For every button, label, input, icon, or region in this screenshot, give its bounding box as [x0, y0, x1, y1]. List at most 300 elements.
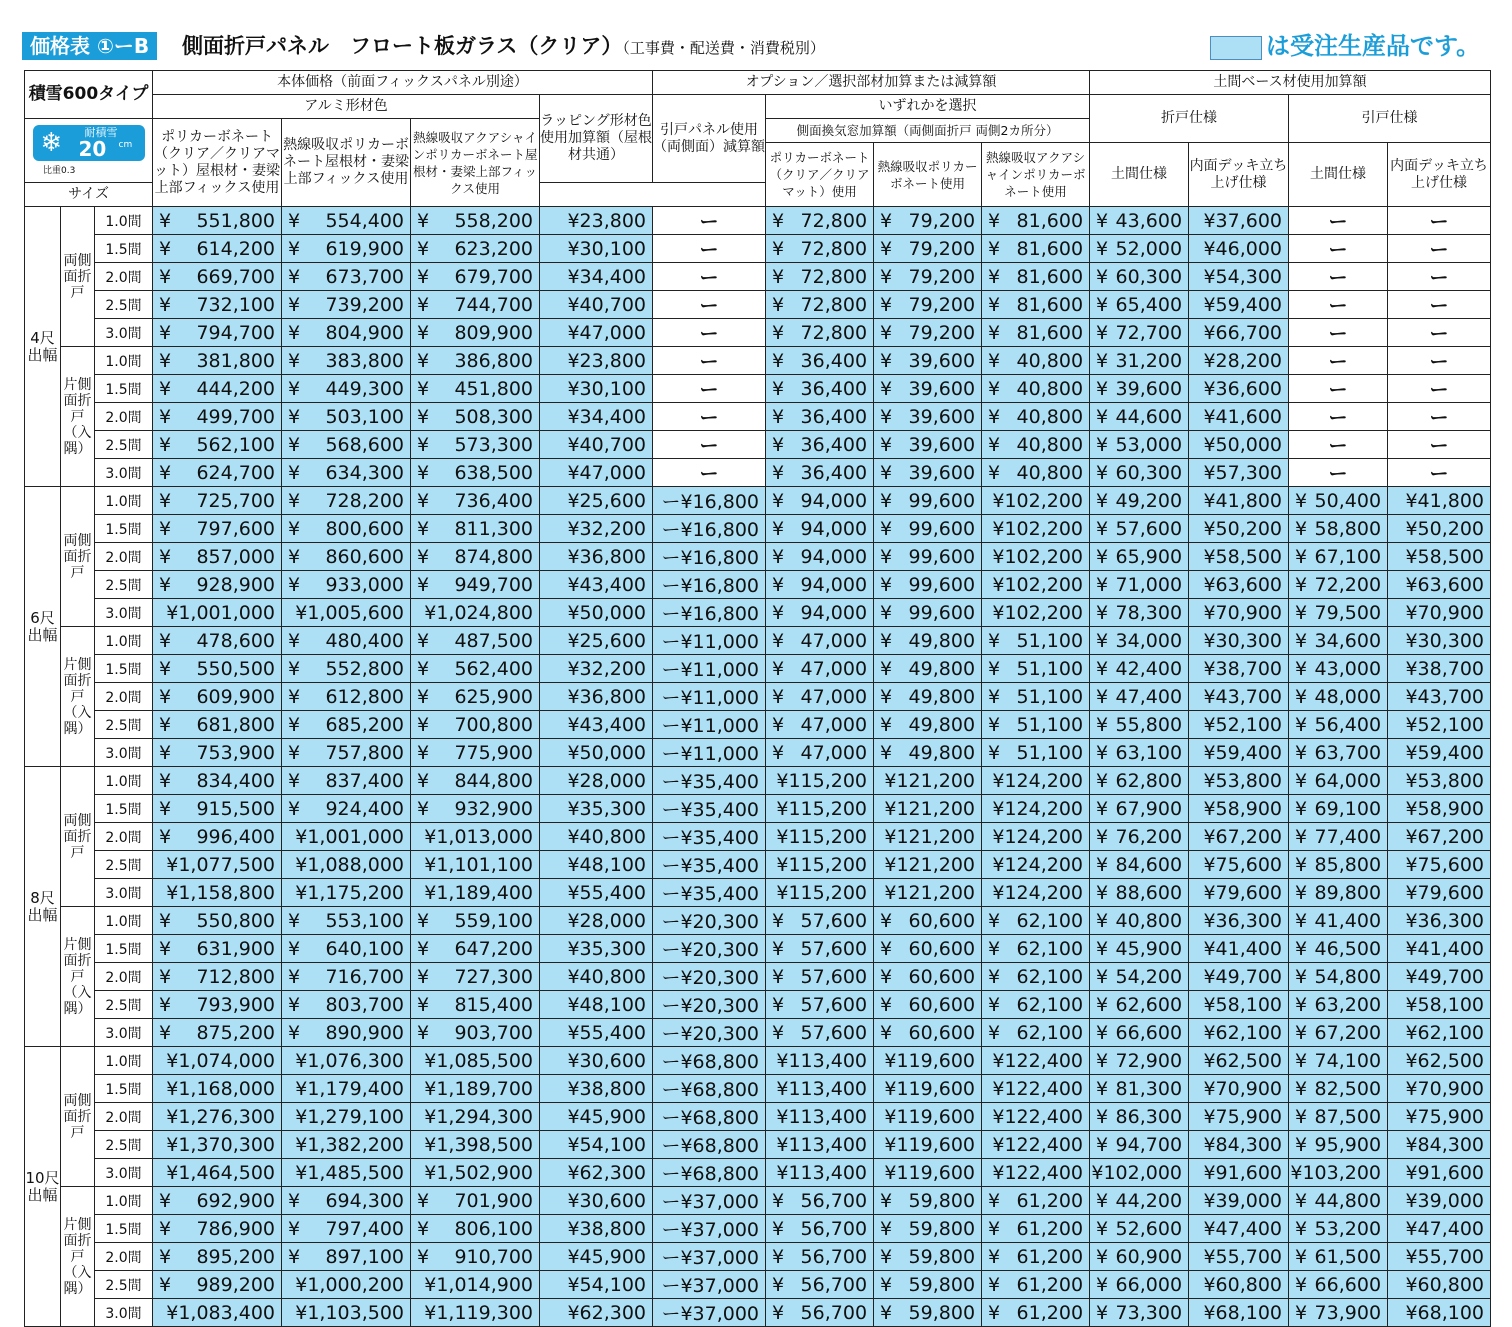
table-row	[25, 767, 1491, 795]
price-cell: ¥36,800	[540, 683, 653, 711]
price-value: 60,600	[908, 909, 976, 932]
price-cell	[282, 375, 411, 403]
table-row	[25, 823, 1491, 851]
table-row	[25, 1131, 1491, 1159]
price-cell	[282, 319, 411, 347]
price-value: 51,100	[1016, 741, 1084, 764]
yen-sign: ¥	[288, 797, 301, 820]
side-type-label: 両側面折戸	[61, 487, 95, 627]
price-cell: ¥113,400	[766, 1131, 874, 1159]
snow-load-badge	[33, 125, 145, 161]
yen-sign: ¥	[988, 657, 1001, 680]
price-cell: ¥102,200	[982, 515, 1090, 543]
header-vent-window: 側面換気窓加算額（両側面折戸 両側2カ所分）	[766, 119, 1090, 143]
price-cell: ¥84,300	[1189, 1131, 1289, 1159]
yen-sign: ¥	[288, 405, 301, 428]
yen-sign: ¥	[1096, 237, 1109, 260]
yen-sign: ¥	[1295, 1105, 1308, 1128]
price-value: 552,800	[325, 657, 405, 680]
price-cell: ー¥16,800	[653, 571, 766, 599]
price-cell	[411, 1187, 540, 1215]
price-cell: ¥124,200	[982, 795, 1090, 823]
price-cell: ー¥37,000	[653, 1271, 766, 1299]
price-value: 40,800	[1016, 433, 1084, 456]
yen-sign: ¥	[880, 657, 893, 680]
price-cell	[874, 683, 982, 711]
size-cell: 3.0間	[95, 1159, 153, 1187]
price-value: 732,100	[196, 293, 276, 316]
price-value: 49,200	[1115, 489, 1183, 512]
price-cell: ¥40,800	[540, 823, 653, 851]
price-cell	[1090, 263, 1189, 291]
price-cell: ¥1,103,500	[282, 1299, 411, 1327]
yen-sign: ¥	[880, 1217, 893, 1240]
yen-sign: ¥	[1096, 209, 1109, 232]
price-cell	[153, 543, 282, 571]
yen-sign: ¥	[417, 209, 430, 232]
price-value: 631,900	[196, 937, 276, 960]
price-value: 386,800	[454, 349, 534, 372]
price-cell: ¥52,100	[1189, 711, 1289, 739]
price-cell	[282, 627, 411, 655]
yen-sign: ¥	[988, 993, 1001, 1016]
price-value: 57,600	[800, 937, 868, 960]
yen-sign: ¥	[880, 545, 893, 568]
price-cell	[766, 599, 874, 627]
price-cell: ¥53,800	[1189, 767, 1289, 795]
price-value: 786,900	[196, 1217, 276, 1240]
header-earth-group: 土間ベース材使用加算額	[1090, 71, 1491, 95]
table-row	[25, 907, 1491, 935]
price-value: 804,900	[325, 321, 405, 344]
yen-sign: ¥	[288, 685, 301, 708]
price-value: 89,800	[1314, 881, 1382, 904]
yen-sign: ¥	[417, 1217, 430, 1240]
yen-sign: ¥	[159, 461, 172, 484]
price-value: 60,600	[908, 993, 976, 1016]
price-cell: ー	[1289, 375, 1388, 403]
price-cell: ¥54,100	[540, 1271, 653, 1299]
yen-sign: ¥	[1096, 1105, 1109, 1128]
price-cell: ー	[653, 431, 766, 459]
yen-sign: ¥	[772, 1245, 785, 1268]
price-cell: ¥25,600	[540, 627, 653, 655]
price-value: 52,600	[1115, 1217, 1183, 1240]
price-cell: ¥122,400	[982, 1047, 1090, 1075]
price-cell	[411, 711, 540, 739]
size-cell: 1.0間	[95, 627, 153, 655]
price-cell: ¥36,300	[1388, 907, 1491, 935]
price-value: 85,800	[1314, 853, 1382, 876]
size-cell: 1.0間	[95, 767, 153, 795]
price-cell: ¥1,001,000	[282, 823, 411, 851]
price-cell: ¥1,485,500	[282, 1159, 411, 1187]
price-value: 66,600	[1314, 1273, 1382, 1296]
price-value: 612,800	[325, 685, 405, 708]
price-value: 55,800	[1115, 713, 1183, 736]
table-row	[25, 683, 1491, 711]
yen-sign: ¥	[1295, 825, 1308, 848]
price-cell	[1289, 851, 1388, 879]
price-value: 39,600	[908, 377, 976, 400]
price-value: 73,900	[1314, 1301, 1382, 1324]
side-type-label: 両側面折戸	[61, 207, 95, 347]
price-value: 669,700	[196, 265, 276, 288]
price-value: 875,200	[196, 1021, 276, 1044]
price-value: 60,600	[908, 965, 976, 988]
price-value: 81,600	[1016, 321, 1084, 344]
yen-sign: ¥	[159, 797, 172, 820]
price-value: 59,800	[908, 1273, 976, 1296]
price-value: 94,000	[800, 573, 868, 596]
yen-sign: ¥	[1295, 1245, 1308, 1268]
price-cell	[1289, 1299, 1388, 1327]
price-cell	[766, 1019, 874, 1047]
header-hikido-doma: 土間仕様	[1289, 143, 1388, 207]
table-row	[25, 543, 1491, 571]
price-value: 624,700	[196, 461, 276, 484]
price-cell: ¥55,700	[1189, 1243, 1289, 1271]
yen-sign: ¥	[159, 405, 172, 428]
price-cell: ¥68,100	[1189, 1299, 1289, 1327]
yen-sign: ¥	[159, 685, 172, 708]
price-value: 40,800	[1115, 909, 1183, 932]
price-value: 895,200	[196, 1245, 276, 1268]
price-cell	[982, 991, 1090, 1019]
price-cell	[982, 235, 1090, 263]
table-row	[25, 459, 1491, 487]
price-cell	[1289, 907, 1388, 935]
table-row	[25, 1159, 1491, 1187]
price-cell	[1090, 907, 1189, 935]
price-cell: ¥91,600	[1388, 1159, 1491, 1187]
price-value: 647,200	[454, 937, 534, 960]
price-value: 44,600	[1115, 405, 1183, 428]
yen-sign: ¥	[288, 461, 301, 484]
price-cell	[982, 683, 1090, 711]
yen-sign: ¥	[1096, 601, 1109, 624]
price-value: 63,700	[1314, 741, 1382, 764]
price-cell	[282, 543, 411, 571]
yen-sign: ¥	[159, 769, 172, 792]
price-cell: ー	[1289, 319, 1388, 347]
yen-sign: ¥	[988, 909, 1001, 932]
table-row	[25, 1075, 1491, 1103]
price-table-tag: 価格表 ①ーB	[22, 32, 157, 60]
header-pc-clear: ポリカーボネート（クリア／クリアマット）屋根材・妻梁上部フィックス使用	[153, 119, 282, 207]
price-value: 694,300	[325, 1189, 405, 1212]
yen-sign: ¥	[1295, 685, 1308, 708]
price-cell: ¥121,200	[874, 767, 982, 795]
yen-sign: ¥	[1295, 1189, 1308, 1212]
price-cell	[766, 711, 874, 739]
yen-sign: ¥	[159, 489, 172, 512]
price-cell: ¥75,600	[1189, 851, 1289, 879]
yen-sign: ¥	[880, 209, 893, 232]
price-value: 681,800	[196, 713, 276, 736]
yen-sign: ¥	[772, 209, 785, 232]
price-cell: ¥122,400	[982, 1075, 1090, 1103]
price-cell: ー	[653, 459, 766, 487]
yen-sign: ¥	[159, 545, 172, 568]
yen-sign: ¥	[1295, 1133, 1308, 1156]
yen-sign: ¥	[1096, 489, 1109, 512]
yen-sign: ¥	[772, 433, 785, 456]
price-cell	[766, 655, 874, 683]
price-cell	[982, 655, 1090, 683]
price-cell	[282, 767, 411, 795]
price-value: 36,400	[800, 461, 868, 484]
price-value: 727,300	[454, 965, 534, 988]
yen-sign: ¥	[988, 1273, 1001, 1296]
price-cell	[282, 991, 411, 1019]
yen-sign: ¥	[417, 741, 430, 764]
price-value: 56,700	[800, 1301, 868, 1324]
price-cell: ー¥11,000	[653, 683, 766, 711]
yen-sign: ¥	[988, 405, 1001, 428]
price-cell: ー	[1388, 459, 1491, 487]
table-row	[25, 935, 1491, 963]
size-cell: 3.0間	[95, 739, 153, 767]
price-cell	[874, 543, 982, 571]
price-cell	[1289, 683, 1388, 711]
yen-sign: ¥	[417, 349, 430, 372]
price-value: 40,800	[1016, 405, 1084, 428]
yen-sign: ¥	[772, 545, 785, 568]
yen-sign: ¥	[1096, 741, 1109, 764]
price-cell	[1289, 1187, 1388, 1215]
size-cell: 1.5間	[95, 795, 153, 823]
price-value: 58,800	[1314, 517, 1382, 540]
price-cell	[766, 543, 874, 571]
price-cell	[411, 235, 540, 263]
price-cell	[153, 963, 282, 991]
price-cell: ¥47,400	[1189, 1215, 1289, 1243]
yen-sign: ¥	[417, 1245, 430, 1268]
price-value: 794,700	[196, 321, 276, 344]
price-cell	[1090, 711, 1189, 739]
price-cell: ¥1,074,000	[153, 1047, 282, 1075]
price-value: 553,100	[325, 909, 405, 932]
price-value: 915,500	[196, 797, 276, 820]
price-cell	[1090, 599, 1189, 627]
price-value: 857,000	[196, 545, 276, 568]
price-cell: ¥79,600	[1388, 879, 1491, 907]
yen-sign: ¥	[1096, 853, 1109, 876]
yen-sign: ¥	[288, 489, 301, 512]
yen-sign: ¥	[772, 405, 785, 428]
yen-sign: ¥	[988, 1189, 1001, 1212]
price-cell: ー¥16,800	[653, 487, 766, 515]
yen-sign: ¥	[988, 685, 1001, 708]
yen-sign: ¥	[288, 993, 301, 1016]
yen-sign: ¥	[1295, 1077, 1308, 1100]
price-value: 72,800	[800, 293, 868, 316]
price-value: 56,700	[800, 1245, 868, 1268]
price-value: 568,600	[325, 433, 405, 456]
yen-sign: ¥	[417, 937, 430, 960]
price-cell	[982, 403, 1090, 431]
yen-sign: ¥	[988, 237, 1001, 260]
price-value: 56,400	[1314, 713, 1382, 736]
title-bar	[22, 30, 1492, 64]
yen-sign: ¥	[417, 405, 430, 428]
yen-sign: ¥	[1096, 349, 1109, 372]
header-option-group: オプション／選択部材加算または減算額	[653, 71, 1090, 95]
price-cell: ¥62,100	[1189, 1019, 1289, 1047]
yen-sign: ¥	[1096, 321, 1109, 344]
price-value: 640,100	[325, 937, 405, 960]
table-row	[25, 1187, 1491, 1215]
price-value: 81,300	[1115, 1077, 1183, 1100]
price-value: 59,800	[908, 1245, 976, 1268]
price-cell	[982, 1187, 1090, 1215]
yen-sign: ¥	[988, 293, 1001, 316]
header-orido-deck: 内面デッキ立ち上げ仕様	[1189, 143, 1289, 207]
price-cell	[874, 375, 982, 403]
price-value: 63,100	[1115, 741, 1183, 764]
price-value: 503,100	[325, 405, 405, 428]
price-cell	[1289, 935, 1388, 963]
price-cell	[411, 403, 540, 431]
price-cell	[411, 459, 540, 487]
price-cell	[1090, 403, 1189, 431]
price-cell	[874, 627, 982, 655]
yen-sign: ¥	[1096, 1245, 1109, 1268]
yen-sign: ¥	[159, 909, 172, 932]
yen-sign: ¥	[772, 629, 785, 652]
yen-sign: ¥	[1295, 629, 1308, 652]
price-cell: ¥1,279,100	[282, 1103, 411, 1131]
price-value: 797,600	[196, 517, 276, 540]
price-cell	[1090, 571, 1189, 599]
price-value: 562,400	[454, 657, 534, 680]
table-row	[25, 879, 1491, 907]
price-cell: ¥67,200	[1189, 823, 1289, 851]
price-value: 79,500	[1314, 601, 1382, 624]
price-value: 94,000	[800, 489, 868, 512]
price-cell	[282, 235, 411, 263]
price-cell: ¥70,900	[1388, 599, 1491, 627]
title-subtitle: （工事費・配送費・消費税別）	[622, 39, 825, 57]
yen-sign: ¥	[1295, 797, 1308, 820]
price-value: 903,700	[454, 1021, 534, 1044]
price-value: 623,200	[454, 237, 534, 260]
price-cell: ¥59,400	[1388, 739, 1491, 767]
price-cell	[766, 207, 874, 235]
price-value: 71,000	[1115, 573, 1183, 596]
price-cell: ¥1,189,400	[411, 879, 540, 907]
yen-sign: ¥	[1096, 1217, 1109, 1240]
yen-sign: ¥	[880, 685, 893, 708]
yen-sign: ¥	[1295, 853, 1308, 876]
price-value: 81,600	[1016, 265, 1084, 288]
size-cell: 2.0間	[95, 683, 153, 711]
price-value: 72,800	[800, 321, 868, 344]
price-cell	[982, 627, 1090, 655]
price-cell: ¥84,300	[1388, 1131, 1491, 1159]
price-cell	[153, 655, 282, 683]
price-cell: ー¥68,800	[653, 1131, 766, 1159]
price-value: 451,800	[454, 377, 534, 400]
yen-sign: ¥	[159, 349, 172, 372]
yen-sign: ¥	[1096, 685, 1109, 708]
yen-sign: ¥	[159, 237, 172, 260]
price-value: 81,600	[1016, 293, 1084, 316]
price-cell: ー¥68,800	[653, 1047, 766, 1075]
size-cell: 1.5間	[95, 1075, 153, 1103]
yen-sign: ¥	[1096, 713, 1109, 736]
price-value: 60,300	[1115, 461, 1183, 484]
price-cell	[1289, 879, 1388, 907]
price-value: 815,400	[454, 993, 534, 1016]
price-value: 49,800	[908, 657, 976, 680]
price-cell	[411, 655, 540, 683]
price-cell: ¥35,300	[540, 795, 653, 823]
price-cell: ¥119,600	[874, 1159, 982, 1187]
price-cell	[874, 1187, 982, 1215]
price-cell: ¥1,464,500	[153, 1159, 282, 1187]
price-cell: ¥30,100	[540, 235, 653, 263]
yen-sign: ¥	[880, 405, 893, 428]
price-cell	[153, 683, 282, 711]
size-cell: 2.5間	[95, 851, 153, 879]
price-table-body	[25, 207, 1491, 1327]
yen-sign: ¥	[880, 965, 893, 988]
price-cell: ¥115,200	[766, 851, 874, 879]
price-value: 550,800	[196, 909, 276, 932]
price-cell	[1090, 1075, 1189, 1103]
price-value: 81,600	[1016, 209, 1084, 232]
price-cell	[411, 907, 540, 935]
price-cell: ¥59,400	[1189, 739, 1289, 767]
price-value: 62,100	[1016, 993, 1084, 1016]
price-cell: ¥23,800	[540, 347, 653, 375]
yen-sign: ¥	[1096, 1021, 1109, 1044]
yen-sign: ¥	[1096, 909, 1109, 932]
price-cell: ¥115,200	[766, 795, 874, 823]
price-value: 478,600	[196, 629, 276, 652]
size-cell: 2.5間	[95, 571, 153, 599]
price-cell: ¥55,400	[540, 879, 653, 907]
price-cell: ¥1,088,000	[282, 851, 411, 879]
yen-sign: ¥	[1295, 713, 1308, 736]
price-cell	[282, 487, 411, 515]
yen-sign: ¥	[772, 1301, 785, 1324]
price-cell	[1090, 879, 1189, 907]
price-cell	[982, 347, 1090, 375]
price-cell: ¥39,000	[1388, 1187, 1491, 1215]
yen-sign: ¥	[880, 713, 893, 736]
price-value: 47,000	[800, 657, 868, 680]
yen-sign: ¥	[417, 1189, 430, 1212]
yen-sign: ¥	[988, 741, 1001, 764]
yen-sign: ¥	[1295, 993, 1308, 1016]
yen-sign: ¥	[1096, 405, 1109, 428]
price-cell: ¥36,800	[540, 543, 653, 571]
yen-sign: ¥	[880, 1273, 893, 1296]
price-cell: ー	[653, 319, 766, 347]
yen-sign: ¥	[288, 713, 301, 736]
table-row	[25, 627, 1491, 655]
price-cell	[1289, 1019, 1388, 1047]
price-cell	[282, 935, 411, 963]
price-value: 800,600	[325, 517, 405, 540]
price-cell	[1090, 487, 1189, 515]
price-cell: ¥40,800	[540, 963, 653, 991]
yen-sign: ¥	[288, 937, 301, 960]
price-value: 84,600	[1115, 853, 1183, 876]
